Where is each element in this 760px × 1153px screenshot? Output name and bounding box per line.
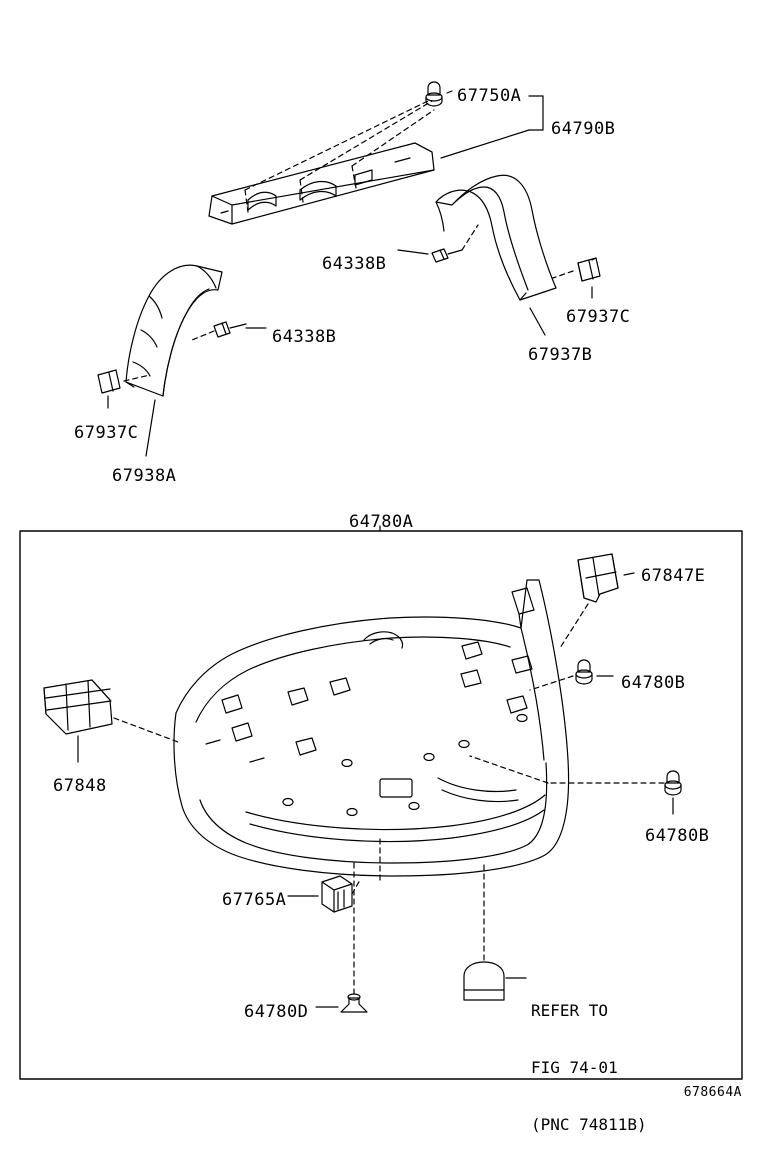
- label-64338b-left: 64338B: [272, 327, 337, 347]
- leader-67937c-left: [124, 375, 150, 381]
- label-67847e: 67847E: [641, 566, 706, 586]
- leader-67750a: [447, 91, 452, 93]
- label-64338b-right: 64338B: [322, 254, 387, 274]
- label-64780b-bottom: 64780B: [645, 826, 710, 846]
- part-64780b-bottom-clip: [665, 771, 681, 795]
- leader-67847e-dash: [560, 604, 588, 648]
- leader-67848-dash: [114, 718, 178, 742]
- part-67937b-trim: [436, 175, 556, 300]
- leader-64338b-right: [398, 250, 428, 254]
- label-67848: 67848: [53, 776, 107, 796]
- label-67765a: 67765A: [222, 890, 287, 910]
- bracket-64790b: [529, 96, 543, 130]
- part-64780a-backdoor-trim: [174, 580, 569, 876]
- part-67765a-grommet: [322, 876, 352, 912]
- label-67937c-left: 67937C: [74, 423, 139, 443]
- part-67938a-trim: [126, 265, 222, 396]
- label-67937c-right: 67937C: [566, 307, 631, 327]
- part-67847e-bracket: [578, 554, 618, 602]
- leader-64790b-2: [441, 130, 529, 158]
- label-67750a: 67750A: [457, 86, 522, 106]
- part-64790b-trim: [209, 143, 434, 224]
- label-64780d: 64780D: [244, 1002, 309, 1022]
- refer-to-note: [531, 963, 647, 1153]
- part-64338b-right-screw: [432, 249, 462, 262]
- part-64780b-top-clip: [576, 660, 592, 684]
- label-64780a: 64780A: [349, 512, 414, 532]
- label-64780b-top: 64780B: [621, 673, 686, 693]
- part-67848-cover: [44, 680, 112, 734]
- part-referenced-lamp: [464, 962, 504, 1000]
- label-67937b: 67937B: [528, 345, 593, 365]
- leader-67847e: [624, 573, 634, 575]
- label-64790b: 64790B: [551, 119, 616, 139]
- leader-67937b: [530, 308, 545, 335]
- leader-64338b-right-dash: [462, 225, 478, 250]
- part-67750a-clip: [426, 82, 442, 106]
- leader-64780b-top-dash: [530, 676, 573, 690]
- label-67938a: 67938A: [112, 466, 177, 486]
- leader-67937c-right: [553, 271, 573, 278]
- part-67937c-right-clip: [578, 258, 600, 281]
- figure-code: 678664A: [683, 1085, 742, 1100]
- part-64780d-pin: [341, 994, 367, 1012]
- leader-64780b-bottom-dash: [470, 756, 664, 783]
- leader-67938a: [146, 400, 155, 456]
- part-64338b-left-screw: [214, 322, 246, 337]
- part-67937c-left-clip: [98, 370, 120, 393]
- refer-line-2: FIG 74-01: [531, 1058, 618, 1077]
- refer-line-1: REFER TO: [531, 1001, 609, 1020]
- leader-67765a-dash: [352, 880, 360, 894]
- leader-64338b-left-dash: [192, 331, 214, 340]
- refer-line-3: (PNC 74811B): [531, 1115, 647, 1134]
